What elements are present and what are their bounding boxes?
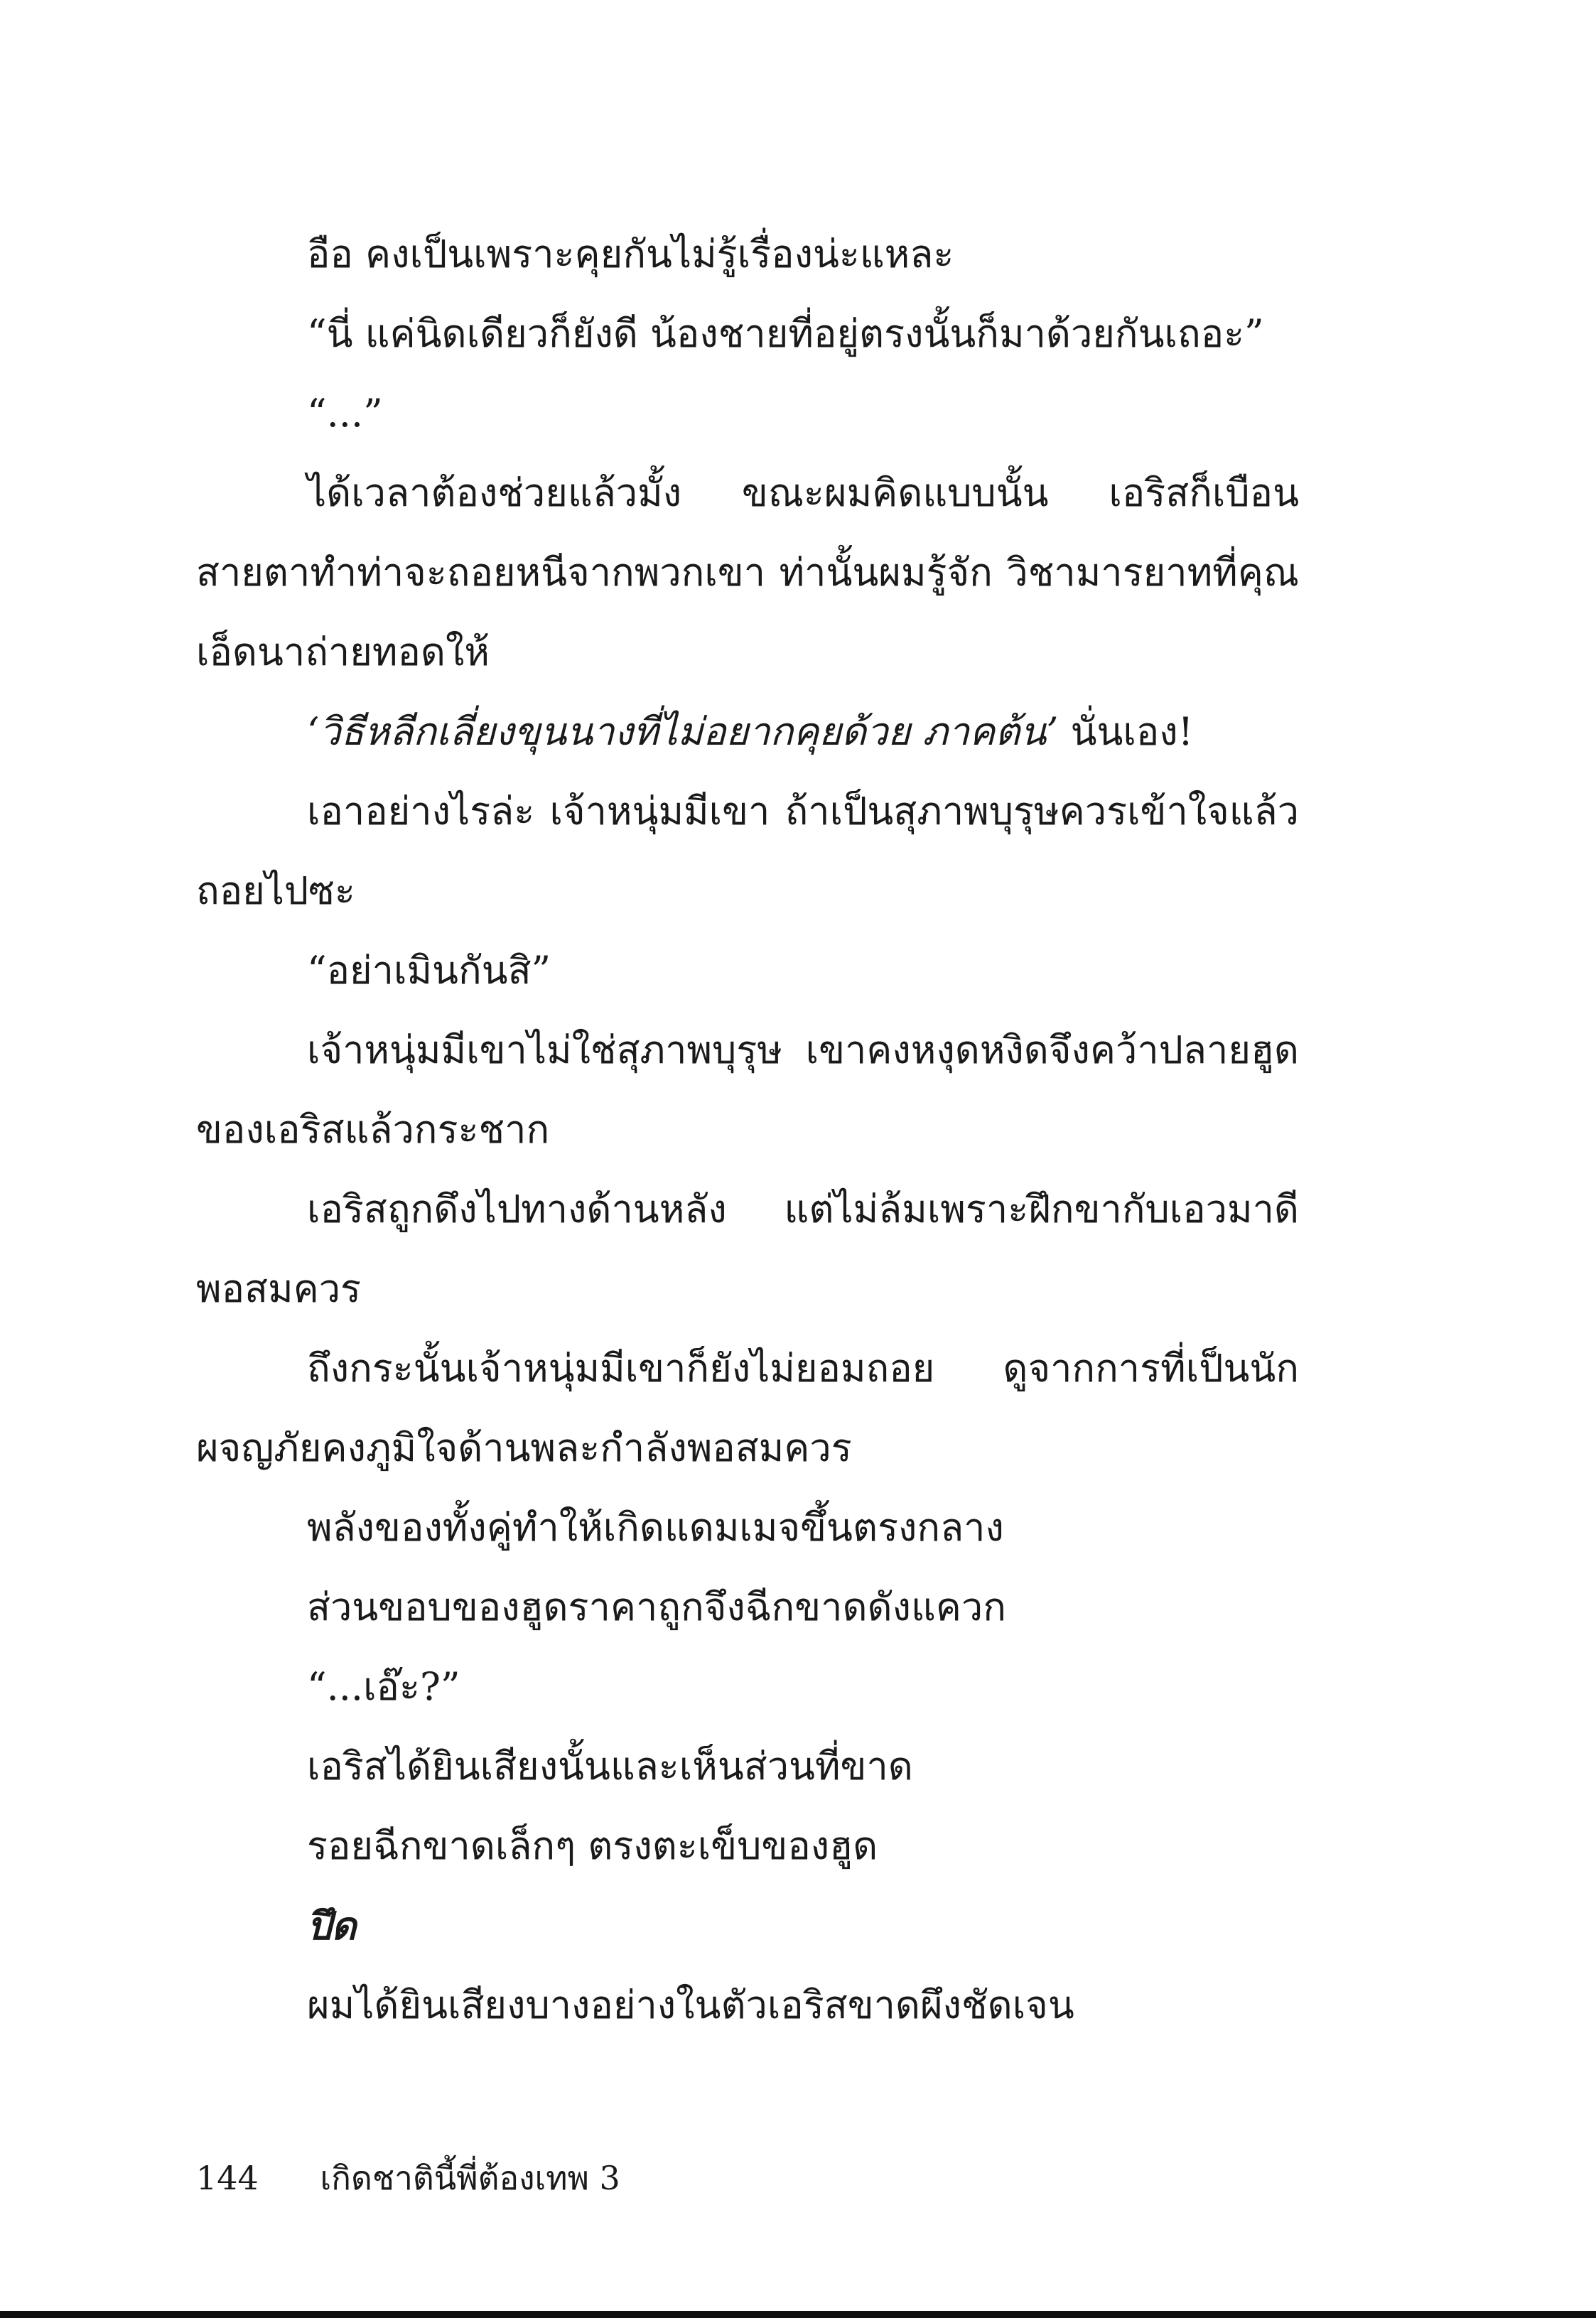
- sound-effect: ปึด: [307, 1903, 357, 1948]
- paragraph: เอาอย่างไรล่ะ เจ้าหนุ่มมีเขา ถ้าเป็นสุภาพบุรุษควรเข้าใจแล้วถอยไปซะ: [196, 789, 1299, 913]
- paragraph: เอริสถูกดึงไปทางด้านหลัง แต่ไม่ล้มเพราะฝึกขากับเอวมาดีพอสมควร: [196, 1187, 1299, 1311]
- paragraph: [196, 692, 1299, 772]
- italic-phrase: ‘วิธีหลีกเลี่ยงขุนนางที่ไม่อยากคุยด้วย ภาคต้น’: [307, 709, 1059, 754]
- paragraph: “นี่ แค่นิดเดียวก็ยังดี น้องชายที่อยู่ตรงนั้นก็มาด้วยกันเถอะ”: [307, 311, 1264, 356]
- paragraph: ถึงกระนั้นเจ้าหนุ่มมีเขาก็ยังไม่ยอมถอย ดูจากการที่เป็นนักผจญภัยคงภูมิใจด้านพละกำลังพอสมควร: [196, 1346, 1299, 1470]
- paragraph: เอริสได้ยินเสียงนั้นและเห็นส่วนที่ขาด: [307, 1744, 913, 1789]
- paragraph: ส่วนขอบของฮูดราคาถูกจึงฉีกขาดดังแควก: [307, 1585, 1006, 1629]
- paragraph: “...”: [307, 391, 383, 436]
- paragraph: ผมได้ยินเสียงบางอย่างในตัวเอริสขาดผึงชัดเจน: [307, 1983, 1074, 2027]
- paragraph: เจ้าหนุ่มมีเขาไม่ใช่สุภาพบุรุษ เขาคงหงุดหงิดจึงคว้าปลายฮูดของเอริสแล้วกระชาก: [196, 1028, 1299, 1152]
- paragraph: อือ คงเป็นเพราะคุยกันไม่รู้เรื่องน่ะแหละ: [307, 232, 954, 276]
- book-title: เกิดชาตินี้พี่ต้องเทพ 3: [320, 2159, 620, 2197]
- bottom-border: [0, 2311, 1596, 2318]
- paragraph: “อย่าเมินกันสิ”: [307, 948, 551, 993]
- page-footer: [196, 2153, 620, 2203]
- body-text: [196, 215, 1299, 2045]
- paragraph: “...เอ๊ะ?”: [307, 1664, 460, 1709]
- page-number: 144: [196, 2159, 259, 2197]
- paragraph-tail: นั่นเอง!: [1058, 709, 1194, 754]
- paragraph: ได้เวลาต้องช่วยแล้วมั้ง ขณะผมคิดแบบนั้น เอริสก็เบือนสายตาทำท่าจะถอยหนีจากพวกเขา ท่านั้นผมรู้จัก วิชามารยาทที่คุณเอ็ดนาถ่ายทอดให้: [196, 470, 1299, 674]
- paragraph: พลังของทั้งคู่ทำให้เกิดแดมเมจขึ้นตรงกลาง: [307, 1505, 1004, 1550]
- paragraph: รอยฉีกขาดเล็กๆ ตรงตะเข็บของฮูด: [307, 1823, 878, 1868]
